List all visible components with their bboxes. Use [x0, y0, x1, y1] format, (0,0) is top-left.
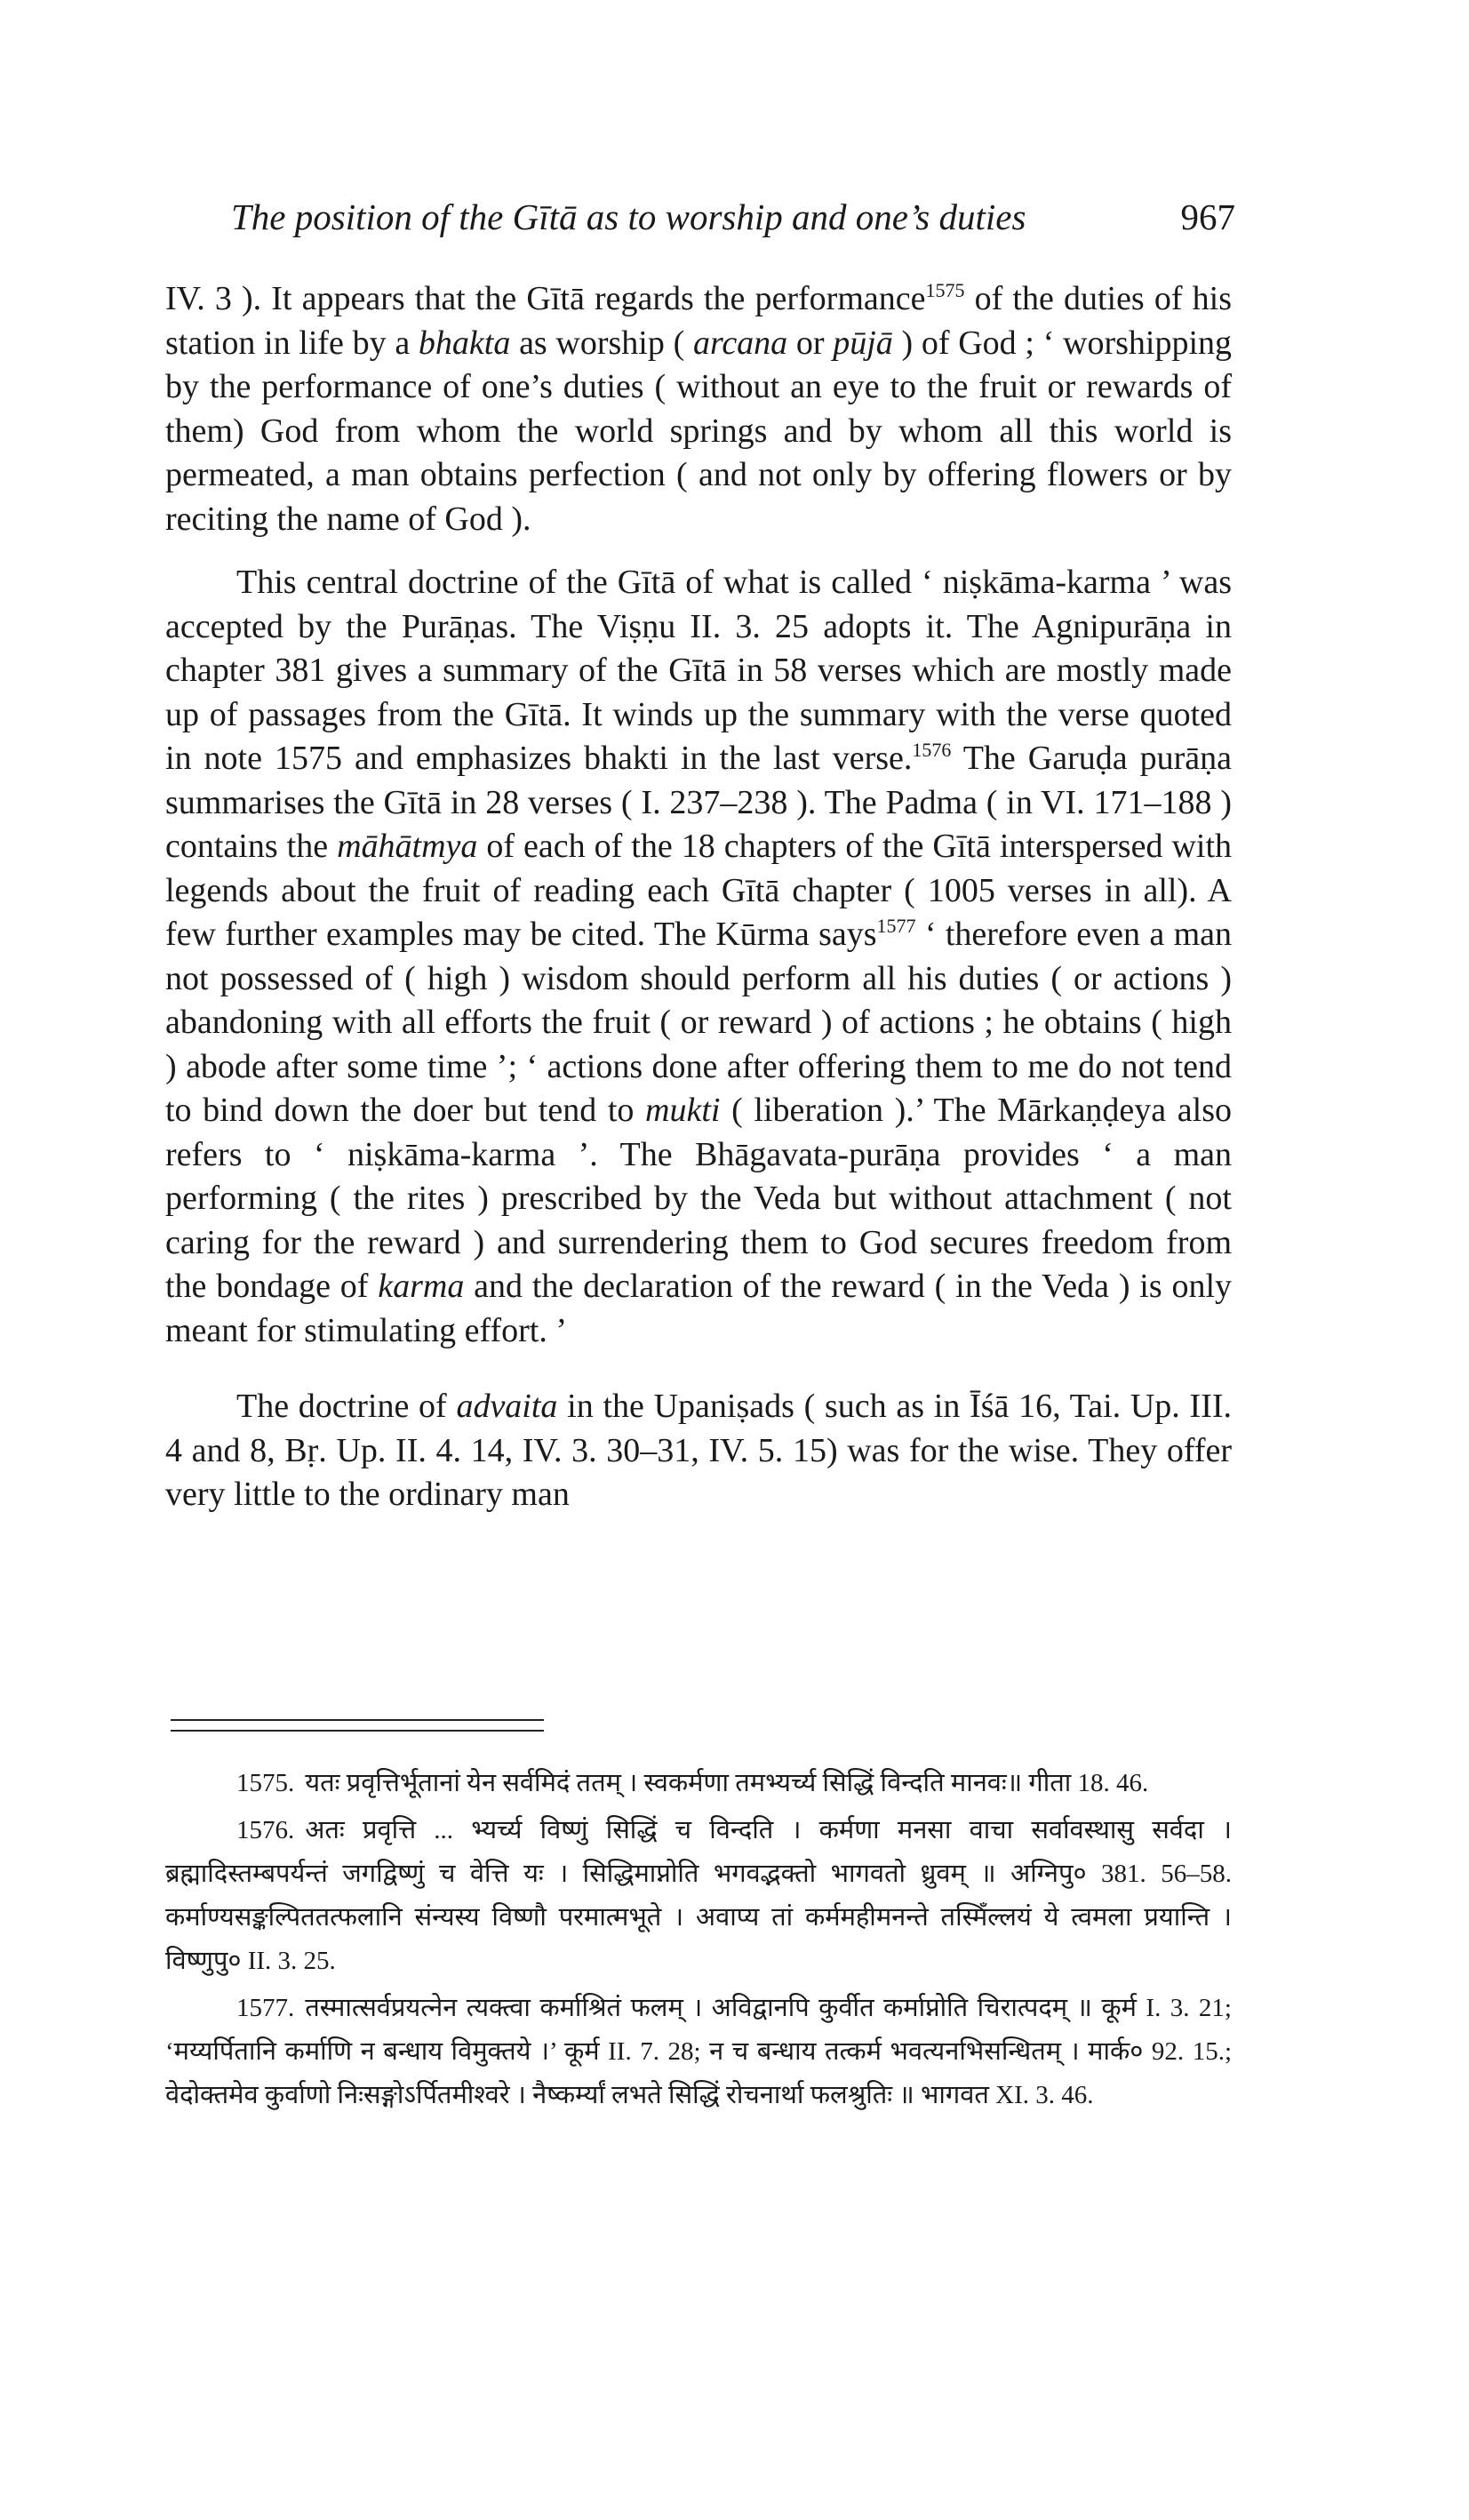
text-run: of each of the 18 chapters of the Gītā interspersed with legends about the fruit of reading each Gītā chapter ( 1005 verses in all). A few further examples may be cited. The Kūrma says: [165, 828, 1233, 953]
footnote-divider-top: [171, 1719, 544, 1721]
text-run: or: [787, 324, 834, 362]
footnote-1577: [165, 1987, 1232, 2117]
italic-term: mukti: [645, 1092, 721, 1129]
page-number: 967: [1180, 196, 1235, 237]
footnote-divider-bottom: [171, 1730, 544, 1732]
text-run: The Garuḍa purāṇa summarises the Gītā in 28 verses ( I. 237–238 ). The Padma ( in VI. 171–188 ) contains the: [165, 740, 1232, 865]
text-run: of the duties of his station in life by a: [165, 280, 1232, 362]
italic-term: pūjā: [833, 324, 893, 362]
text-run: and the declaration of the reward ( in the Veda ) is only meant for stimulating effort. ’: [165, 1268, 1232, 1349]
footnote-number: 1575.: [236, 1769, 295, 1797]
footnote-text: तस्मात्सर्वप्रयत्नेन त्यक्त्वा कर्माश्रितं फलम् । अविद्वानपि कुर्वीत कर्माप्नोति चिरात्पदम् ॥ कूर्म I. 3. 21; ‘मय्यर्पितानि कर्माणि न बन्धाय विमुक्तये ।’ कूर्म II. 7. 28; न च बन्धाय तत्कर्म भवत्यनभिसन्धितम् । मार्क० 92. 15.; वेदोक्तमेव कुर्वाणो निःसङ्गोऽर्पितमीश्वरे । नैष्कर्म्यां लभते सिद्धिं रोचनार्था फलश्रुतिः ॥ भागवत XI. 3. 46.: [165, 1994, 1232, 2109]
paragraph-1: [165, 277, 1232, 541]
text-run: ( liberation ).’ The Mārkaṇḍeya also refers to ‘ niṣkāma-karma ’. The Bhāgavata-purāṇa provides ‘ a man performing ( the rites ) prescribed by the Veda but without attachment ( not caring for the reward ) and surrendering them to God secures freedom from the bondage of: [165, 1092, 1232, 1305]
footnote-number: 1576.: [236, 1816, 295, 1844]
text-run: IV. 3 ). It appears that the Gītā regards the performance: [165, 280, 926, 317]
paragraph-2: [165, 561, 1232, 1353]
footnote-number: 1577.: [236, 1994, 295, 2022]
text-run: ) of God ; ‘ worshipping by the performance of one’s duties ( without an eye to the fruit or rewards of them) God from whom the world springs and by whom all this world is permeated, a man obtains perfection ( and not only by offering flowers or by reciting the name of God ).: [165, 324, 1232, 538]
footnote-text: अतः प्रवृत्ति ... भ्यर्च्य विष्णुं सिद्धिं च विन्दति । कर्मणा मनसा वाचा सर्वावस्थासु सर्वदा । ब्रह्मादिस्तम्बपर्यन्तं जगद्विष्णुं च वेत्ति यः । सिद्धिमाप्नोति भगवद्भक्तो भागवतो ध्रुवम् ॥ अग्निपु० 381. 56–58. कर्माण्यसङ्कल्पिततत्फलानि संन्यस्य विष्णौ परमात्मभूते । अवाप्य तां कर्ममहीमनन्ते तस्मिँल्लयं ये त्वमला प्रयान्ति । विष्णुपु० II. 3. 25.: [165, 1816, 1232, 1975]
italic-term: māhātmya: [337, 828, 478, 865]
italic-term: arcana: [692, 324, 788, 362]
text-run: ‘ therefore even a man not possessed of ( high ) wisdom should perform all his duties ( or actions ) abandoning with all efforts the fruit ( or reward ) of actions ; he obtains ( high ) abode after some time ’; ‘ actions done after offering them to me do not tend to bind down the doer but tend to: [165, 916, 1233, 1129]
footnote-text: यतः प्रवृत्तिर्भूतानां येन सर्वमिदं ततम् । स्वकर्मणा तमभ्यर्च्य सिद्धिं विन्दति मानवः॥ गीता 18. 46.: [305, 1769, 1149, 1797]
text-run: This central doctrine of the Gītā of what is called ‘ niṣkāma-karma ’ was accepted by the Purāṇas. The Viṣṇu II. 3. 25 adopts it. The Agnipurāṇa in chapter 381 gives a summary of the Gītā in 58 verses which are mostly made up of passages from the Gītā. It winds up the summary with the verse quoted in note 1575 and emphasizes bhakti in the last verse.: [165, 564, 1232, 777]
text-run: in the Upaniṣads ( such as in Īśā 16, Tai. Up. III. 4 and 8, Bṛ. Up. II. 4. 14, IV. 3. 30–31, IV. 5. 15) was for the wise. They offer very little to the ordinary man: [165, 1388, 1233, 1513]
footnote-ref-1577: 1577: [876, 915, 916, 937]
footnote-ref-1576: 1576: [912, 739, 952, 761]
body-text: [165, 277, 1232, 1517]
italic-term: advaita: [456, 1388, 558, 1425]
footnote-1575: [165, 1762, 1232, 1805]
text-run: as worship (: [510, 324, 693, 362]
paragraph-3: [165, 1385, 1232, 1517]
running-head-title: The position of the Gītā as to worship and one’s duties: [231, 196, 1026, 237]
footnote-1576: [165, 1809, 1232, 1983]
footnotes: [165, 1762, 1232, 2121]
italic-term: karma: [378, 1268, 465, 1305]
footnote-ref-1575: 1575: [925, 279, 965, 301]
text-run: The doctrine of: [236, 1388, 457, 1425]
italic-term: bhakta: [418, 324, 511, 362]
running-head: [231, 190, 1235, 244]
